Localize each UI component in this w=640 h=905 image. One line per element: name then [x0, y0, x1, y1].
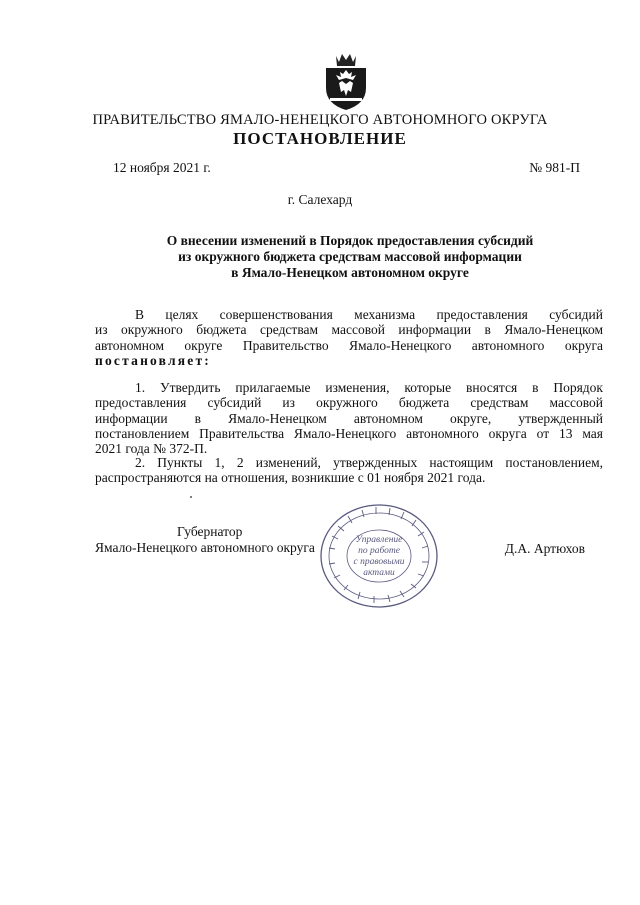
scan-dot [190, 496, 192, 498]
preamble-line: из окружного бюджета средствам массовой информации в Ямало-Ненецком [95, 322, 603, 338]
document-number: № 981-П [529, 160, 580, 175]
item-1-line: 2021 года № 372-П. [95, 441, 208, 457]
title-line: О внесении изменений в Порядок предоставления субсидий [166, 233, 534, 248]
stamp-text: Управление по работе с правовыми актами [353, 535, 405, 578]
coat-of-arms-emblem [322, 50, 370, 112]
preamble-line: автономном округе Правительство Ямало-Ненецкого автономного округа [95, 337, 603, 353]
item-1-line: предоставления субсидий из окружного бюджета средствам массовой [95, 395, 603, 411]
document-date: 12 ноября 2021 г. [113, 160, 211, 175]
signer-name: Д.А. Артюхов [504, 541, 585, 556]
document-city: г. Салехард [287, 192, 353, 207]
title-line: из окружного бюджета средствам массовой информации [178, 249, 522, 264]
document-title [100, 233, 600, 281]
item-1-line: информации в Ямало-Ненецком автономном округе, утвержденный [95, 410, 603, 426]
preamble-line: В целях совершенствования механизма предоставления субсидий [135, 307, 603, 322]
document-type: ПОСТАНОВЛЕНИЕ [233, 129, 407, 148]
item-1-paragraph [95, 380, 603, 456]
resolves-word: постановляет: [95, 352, 211, 368]
item-2-line: 2. Пункты 1, 2 изменений, утвержденных настоящим постановлением, [135, 455, 603, 470]
title-line: в Ямало-Ненецком автономном округе [231, 265, 469, 280]
item-2-line: распространяются на отношения, возникшие с 01 ноября 2021 года. [95, 470, 486, 486]
preamble-paragraph [95, 307, 603, 368]
government-name: ПРАВИТЕЛЬСТВО ЯМАЛО-НЕНЕЦКОГО АВТОНОМНОГО ОКРУГА [92, 112, 548, 128]
region-label: Ямало-Ненецкого автономного округа [95, 540, 315, 555]
item-1-line: 1. Утвердить прилагаемые изменения, которые вносятся в Порядок [135, 380, 603, 395]
governor-label: Губернатор [177, 524, 243, 539]
signatory-title [95, 524, 315, 556]
item-1-line: постановлением Правительства Ямало-Ненецкого автономного округа от 13 мая [95, 425, 603, 441]
item-2-paragraph [95, 455, 603, 486]
